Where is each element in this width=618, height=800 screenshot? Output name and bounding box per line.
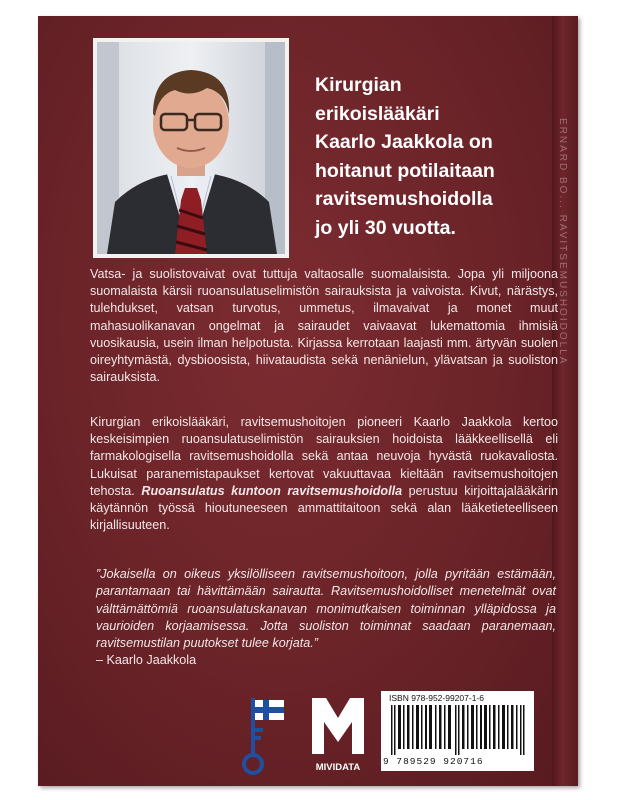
quote-text: ”Jokaisella on oikeus yksilölliseen ravitsemushoitoon, jolla pyritään estämään, parantamaan tai hävittämään sairautta. Ravitsemushoidolliset menetelmät ovat välttämättömiä ruoansulatuskanavan monimutkaisen toiminnan ylläpidossa ja vaurioiden korjaamisessa. Jotta suoliston toiminnat saadaan paranemaan, ravitsemustilan puutokset tulee korjata.” bbox=[96, 567, 556, 651]
lead-line: ravitsemushoidolla bbox=[315, 188, 493, 210]
paragraph-2-text: Kirurgian erikoislääkäri, ravitsemushoitojen pioneeri Kaarlo Jaakkola kertoo keskeisimpien ruoansulatuselimistön sairauksien hoidoista lääkkeellisellä eli farmakologisella ravitsemushoidolla sekä antaa neuvoja hyvästä ruokavaliosta. Lukuisat paranemistapaukset kertovat vakuuttavaa kieltään ravitsemushoitojen tehosta. bbox=[90, 415, 558, 498]
lead-line: Kaarlo Jaakkola on bbox=[315, 131, 493, 153]
author-photo-frame bbox=[93, 38, 289, 258]
lead-line: jo yli 30 vuotta. bbox=[315, 216, 456, 239]
description-paragraph-1: Vatsa- ja suolistovaivat ovat tuttuja valtaosalle suomalaisista. Jopa yli miljoona suomalaista kärsii ruoansulatuselimistön sairauksista ja vaivoista. Kivut, närästys, tulehdukset, vatsan turvotus, ummetus, ilmavaivat ja monet muut mahasuolikanavan ongelmat ja sairaudet vaivaavat lukemattomia ihmisiä vuosikausia, usein ilman helpotusta. Kirjassa kerrotaan laajasti mm. ärtyvän suolen oireyhtymästä, dysbioosista, hiivataudista sekä nenänielun, ylävatsan ja suoliston sairauksista. bbox=[90, 267, 558, 385]
isbn-text: ISBN 978-952-99207-1-6 bbox=[389, 693, 484, 703]
lead-line: Kirurgian bbox=[315, 74, 402, 96]
book-spine-edge bbox=[552, 16, 578, 786]
lead-statement bbox=[315, 71, 530, 242]
book-title-inline: Ruoansulatus kuntoon ravitsemushoidolla bbox=[141, 483, 403, 498]
author-quote bbox=[96, 566, 556, 670]
barcode-icon bbox=[389, 705, 527, 755]
lead-line: erikoislääkäri bbox=[315, 102, 440, 125]
spine-text: ERNARD BO... RAVITSEMUSHOIDOLLA bbox=[557, 118, 568, 366]
description-paragraph-2 bbox=[90, 414, 558, 534]
paragraph-2-text-end: perustuu kirjoittajalääkärin käytännön työssä hioutuneeseen ammattitaitoon sekä alan lääketieteelliseen kirjallisuuteen. bbox=[90, 483, 558, 533]
publisher-label: MIVIDATA bbox=[315, 762, 361, 773]
finnish-flag-key-icon bbox=[228, 694, 288, 776]
quote-author: – Kaarlo Jaakkola bbox=[96, 653, 197, 668]
barcode-box bbox=[381, 691, 534, 771]
ean-digits: 9 789529 920716 bbox=[383, 756, 484, 767]
lead-line: hoitanut potilaitaan bbox=[315, 159, 495, 182]
author-photo bbox=[97, 42, 285, 254]
book-back-cover bbox=[38, 16, 578, 786]
